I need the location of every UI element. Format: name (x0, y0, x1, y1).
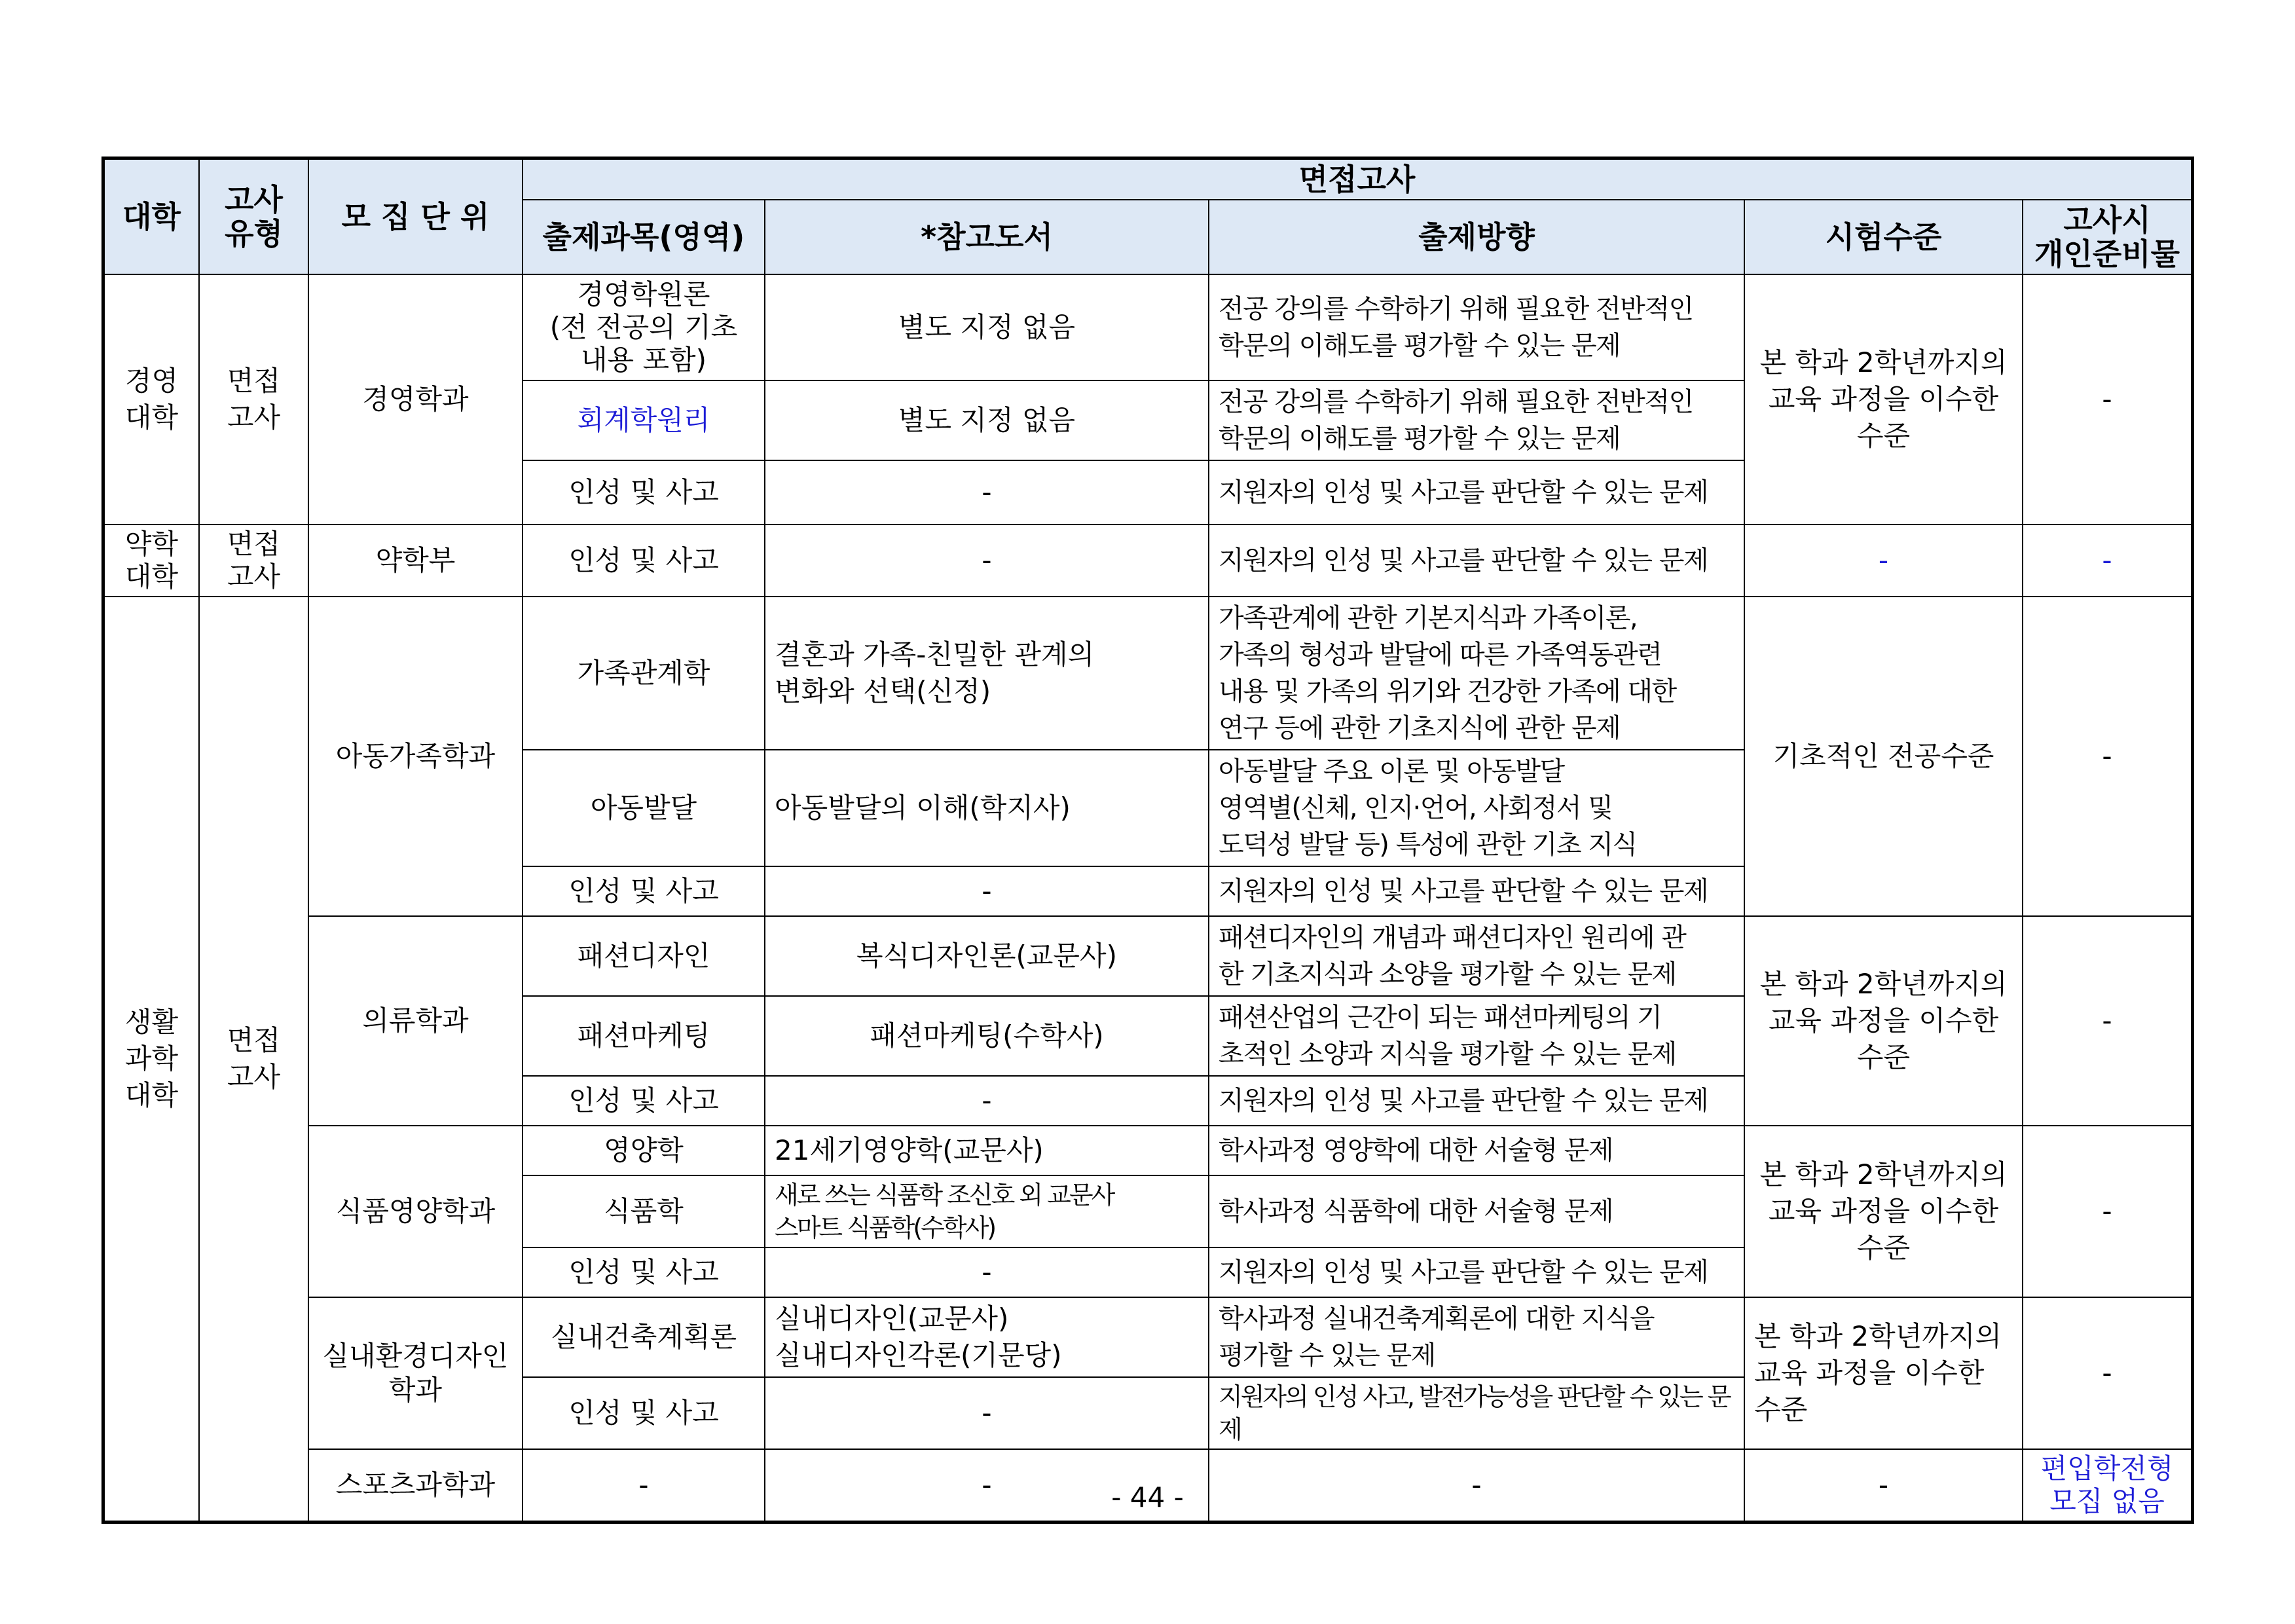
subject-cell: 인성 및 사고 (523, 1076, 765, 1126)
level-pharmacy: - (1744, 525, 2023, 597)
subject-cell: 패션디자인 (523, 916, 765, 996)
reference-cell: 21세기영양학(교문사) (765, 1126, 1209, 1175)
subject-cell: 인성 및 사고 (523, 460, 765, 525)
college-pharmacy: 약학 대학 (104, 525, 199, 597)
level-clothing: 본 학과 2학년까지의 교육 과정을 이수한 수준 (1744, 916, 2023, 1126)
direction-cell: 가족관계에 관한 기본지식과 가족이론, 가족의 형성과 발달에 따른 가족역동관련 내용 및 가족의 위기와 건강한 가족에 대한 연구 등에 관한 기초지식에 관한 문제 (1209, 597, 1744, 750)
type-business: 면접 고사 (199, 274, 308, 525)
reference-cell: - (765, 866, 1209, 916)
college-life-science: 생활 과학 대학 (104, 597, 199, 1521)
unit-business: 경영학과 (308, 274, 523, 525)
direction-cell: 지원자의 인성 및 사고를 판단할 수 있는 문제 (1209, 1076, 1744, 1126)
header-subject: 출제과목(영역) (523, 200, 765, 274)
level-business: 본 학과 2학년까지의 교육 과정을 이수한 수준 (1744, 274, 2023, 525)
header-level: 시험수준 (1744, 200, 2023, 274)
direction-cell: 지원자의 인성 사고, 발전가능성을 판단할 수 있는 문제 (1209, 1377, 1744, 1449)
subject-cell: 인성 및 사고 (523, 866, 765, 916)
direction-cell: 아동발달 주요 이론 및 아동발달 영역별(신체, 인지·언어, 사회정서 및 도덕성 발달 등) 특성에 관한 기초 지식 (1209, 750, 1744, 866)
reference-cell: - (765, 1076, 1209, 1126)
subject-cell: - (523, 1449, 765, 1521)
direction-cell: 전공 강의를 수학하기 위해 필요한 전반적인 학문의 이해도를 평가할 수 있는 문제 (1209, 274, 1744, 380)
prep-interior-design: - (2023, 1297, 2192, 1449)
subject-cell: 가족관계학 (523, 597, 765, 750)
prep-child-family: - (2023, 597, 2192, 916)
header-direction: 출제방향 (1209, 200, 1744, 274)
prep-sports-science: 편입학전형 모집 없음 (2023, 1449, 2192, 1521)
direction-cell: - (1209, 1449, 1744, 1521)
reference-cell: - (765, 1377, 1209, 1449)
type-life-science: 면접 고사 (199, 597, 308, 1521)
unit-clothing: 의류학과 (308, 916, 523, 1126)
header-unit: 모 집 단 위 (308, 159, 523, 274)
prep-clothing: - (2023, 916, 2192, 1126)
prep-business: - (2023, 274, 2192, 525)
interview-exam-table (103, 158, 2192, 1522)
header-exam-type: 고사 유형 (199, 159, 308, 274)
direction-cell: 지원자의 인성 및 사고를 판단할 수 있는 문제 (1209, 1247, 1744, 1297)
level-sports-science: - (1744, 1449, 2023, 1521)
level-food-nutrition: 본 학과 2학년까지의 교육 과정을 이수한 수준 (1744, 1126, 2023, 1297)
subject-cell: 인성 및 사고 (523, 1247, 765, 1297)
subject-cell: 경영학원론 (전 전공의 기초 내용 포함) (523, 274, 765, 380)
direction-cell: 지원자의 인성 및 사고를 판단할 수 있는 문제 (1209, 460, 1744, 525)
unit-interior-design: 실내환경디자인 학과 (308, 1297, 523, 1449)
reference-cell: 새로 쓰는 식품학 조신호 외 교문사 스마트 식품학(수학사) (765, 1175, 1209, 1247)
unit-sports-science: 스포츠과학과 (308, 1449, 523, 1521)
reference-cell: - (765, 525, 1209, 597)
prep-pharmacy: - (2023, 525, 2192, 597)
college-business: 경영 대학 (104, 274, 199, 525)
direction-cell: 지원자의 인성 및 사고를 판단할 수 있는 문제 (1209, 866, 1744, 916)
page-number: - 44 - (1111, 1481, 1184, 1513)
prep-food-nutrition: - (2023, 1126, 2192, 1297)
direction-cell: 학사과정 실내건축계획론에 대한 지식을 평가할 수 있는 문제 (1209, 1297, 1744, 1377)
direction-cell: 학사과정 식품학에 대한 서술형 문제 (1209, 1175, 1744, 1247)
header-college: 대학 (104, 159, 199, 274)
subject-cell: 아동발달 (523, 750, 765, 866)
reference-cell: 실내디자인(교문사) 실내디자인각론(기문당) (765, 1297, 1209, 1377)
direction-cell: 패션산업의 근간이 되는 패션마케팅의 기 초적인 소양과 지식을 평가할 수 있는 문제 (1209, 996, 1744, 1076)
type-pharmacy: 면접 고사 (199, 525, 308, 597)
level-interior-design: 본 학과 2학년까지의 교육 과정을 이수한 수준 (1744, 1297, 2023, 1449)
header-interview: 면접고사 (523, 159, 2192, 200)
unit-child-family: 아동가족학과 (308, 597, 523, 916)
direction-cell: 전공 강의를 수학하기 위해 필요한 전반적인 학문의 이해도를 평가할 수 있는 문제 (1209, 380, 1744, 460)
reference-cell: 별도 지정 없음 (765, 274, 1209, 380)
reference-cell: 아동발달의 이해(학지사) (765, 750, 1209, 866)
reference-cell: 결혼과 가족-친밀한 관계의 변화와 선택(신정) (765, 597, 1209, 750)
reference-cell: 패션마케팅(수학사) (765, 996, 1209, 1076)
direction-cell: 지원자의 인성 및 사고를 판단할 수 있는 문제 (1209, 525, 1744, 597)
reference-cell: - (765, 1449, 1209, 1521)
header-reference: *참고도서 (765, 200, 1209, 274)
reference-cell: - (765, 1247, 1209, 1297)
subject-cell: 영양학 (523, 1126, 765, 1175)
reference-cell: 복식디자인론(교문사) (765, 916, 1209, 996)
reference-cell: - (765, 460, 1209, 525)
direction-cell: 패션디자인의 개념과 패션디자인 원리에 관 한 기초지식과 소양을 평가할 수 있는 문제 (1209, 916, 1744, 996)
subject-cell: 식품학 (523, 1175, 765, 1247)
direction-cell: 학사과정 영양학에 대한 서술형 문제 (1209, 1126, 1744, 1175)
subject-cell: 회계학원리 (523, 380, 765, 460)
subject-cell: 인성 및 사고 (523, 1377, 765, 1449)
header-prep: 고사시 개인준비물 (2023, 200, 2192, 274)
level-child-family: 기초적인 전공수준 (1744, 597, 2023, 916)
unit-food-nutrition: 식품영양학과 (308, 1126, 523, 1297)
subject-cell: 패션마케팅 (523, 996, 765, 1076)
subject-cell: 실내건축계획론 (523, 1297, 765, 1377)
unit-pharmacy: 약학부 (308, 525, 523, 597)
subject-cell: 인성 및 사고 (523, 525, 765, 597)
reference-cell: 별도 지정 없음 (765, 380, 1209, 460)
